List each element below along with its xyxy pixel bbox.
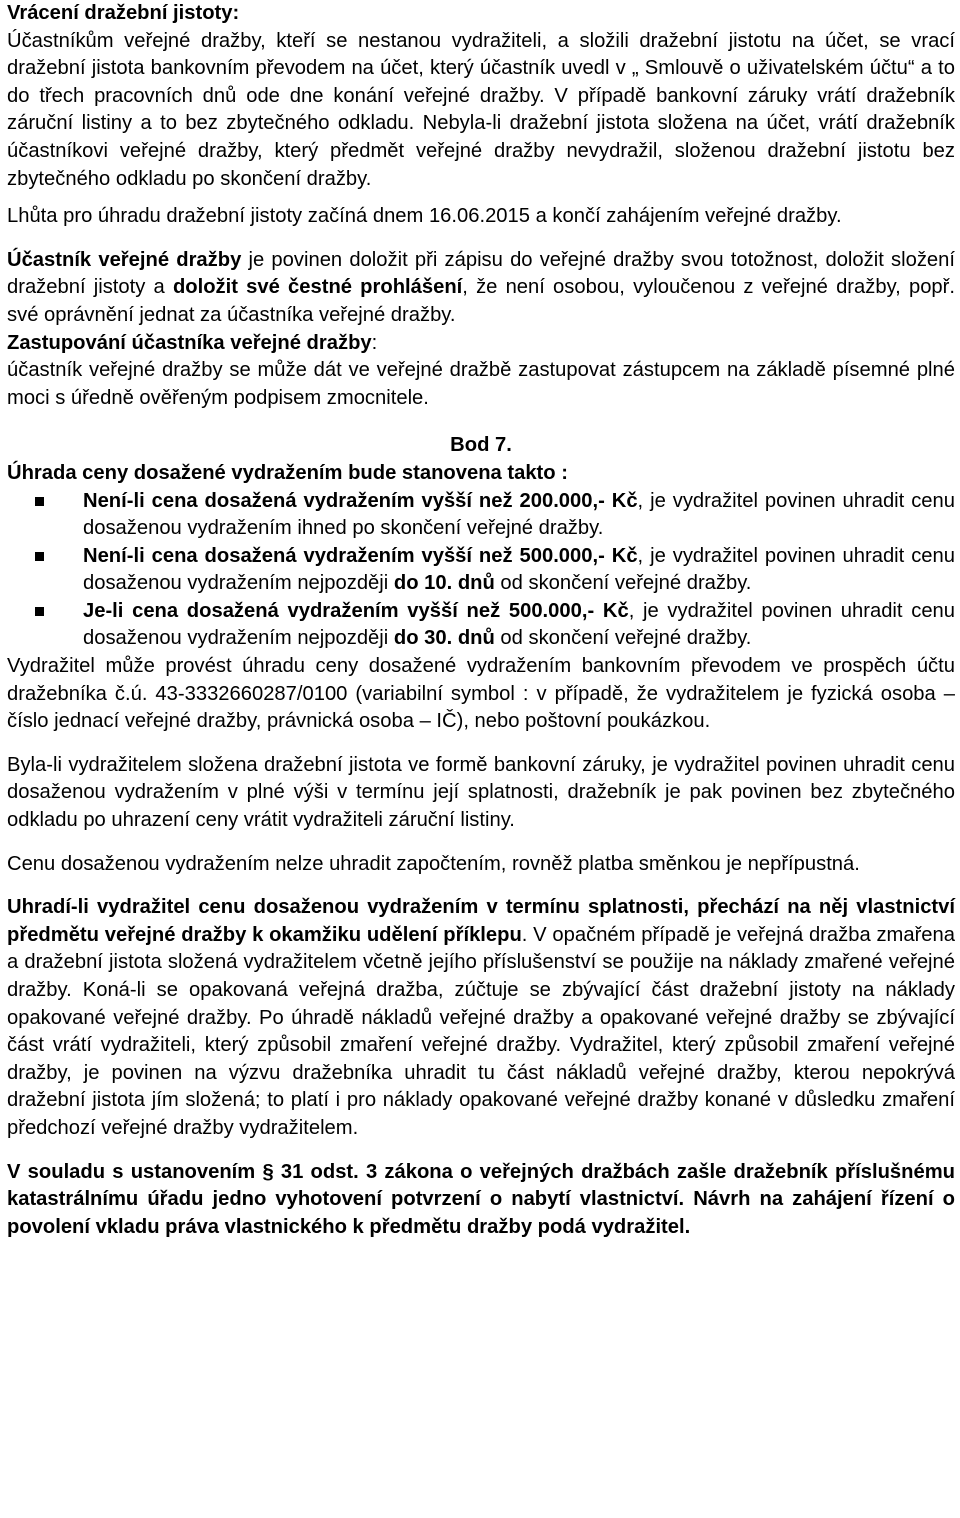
- paragraph-cadastral-office: V souladu s ustanovením § 31 odst. 3 zákona o veřejných dražbách zašle dražebník příslušnému katastrálnímu úřadu jedno vyhotovení potvrzení o nabytí vlastnictví. Návrh na zahájení řízení o povolení vkladu práva vlastnického k předmětu dražby podá vydražitel.: [7, 1160, 955, 1238]
- paragraph-participant-obligations: [7, 247, 955, 330]
- square-bullet-icon: [35, 607, 44, 616]
- payment-terms-list: [7, 488, 955, 654]
- representation-heading: Zastupování účastníka veřejné dražby: [7, 331, 372, 354]
- paragraph-ownership-transfer: [7, 894, 955, 1142]
- item-bold: Není-li cena dosažená vydražením vyšší než 500.000,- Kč: [83, 544, 638, 567]
- item-days-bold: dnů: [457, 572, 495, 595]
- participant-text-2: , že není osobou, vyloučenou z veřejné dražby, popř. své oprávnění jednat za účastníka veřejné dražby.: [7, 276, 955, 326]
- ownership-text: . V opačném případě je veřejná dražba zmařena a dražební jistota složená vydražitelem včetně jejího příslušenství se použije na náklady zmařené veřejné dražby. Koná-li se opakovaná veřejná dražba, zúčtuje se zbývající část dražební jistoty na náklady opakované veřejné dražby. Po úhradě nákladů veřejné dražby a opakované veřejné dražby se zbývající část vrátí vydražiteli, který způsobil zmaření veřejné dražby. Vydražitel, který způsobil zmaření veřejné dražby, je povinen na výzvu dražebníka uhradit tu část nákladů veřejné dražby, kterou nepokrývá dražební jistota jím složená; to platí i pro náklady opakované veřejné dražby konané v důsledku zmaření předchozí veřejné dražby vydražitelem.: [7, 923, 955, 1139]
- representation-heading-line: [7, 330, 955, 358]
- section-heading-return-of-deposit: Vrácení dražební jistoty:: [7, 2, 240, 24]
- item-text-end: od skončení veřejné dražby.: [494, 627, 752, 650]
- paragraph-deposit-deadline: Lhůta pro úhradu dražební jistoty začíná dnem 16.06.2015 a končí zahájením veřejné dražby.: [7, 205, 842, 228]
- list-item: [7, 488, 955, 543]
- paragraph-bank-transfer: Vydražitel může provést úhradu ceny dosažené vydražením bankovním převodem ve prospěch účtu dražebníka č.ú. 43-3332660287/0100 (variabilní symbol : v případě, že vydražitelem je fyzická osoba – číslo jednací veřejné dražby, právnická osoba – IČ), nebo poštovní poukázkou.: [7, 655, 955, 733]
- item-deadline-bold: do 10.: [393, 572, 453, 595]
- item-text-end: od skončení veřejné dražby.: [494, 572, 752, 595]
- section-subtitle-payment: Úhrada ceny dosažené vydražením bude stanovena takto :: [7, 461, 568, 484]
- paragraph-representation: účastník veřejné dražby se může dát ve veřejné dražbě zastupovat zástupcem na základě písemné plné moci s úředně ověřeným podpisem zmocnitele.: [7, 359, 955, 409]
- paragraph-deposit-return: Účastníkům veřejné dražby, kteří se nestanou vydražiteli, a složili dražební jistotu na účet, se vrací dražební jistota bankovním převodem na účet, který účastník uvedl v „ Smlouvě o uživatelském účtu“ a to do třech pracovních dnů ode dne konání veřejné dražby. V případě bankovní záruky vrátí dražebník záruční listiny a to bez zbytečného odkladu. Nebyla-li dražební jistota složena na účet, vrátí dražebník účastníkovi veřejné dražby, který předmět veřejné dražby nevydražil, složenou dražební jistotu bez zbytečného odkladu po skončení dražby.: [7, 29, 955, 190]
- item-text: , je vydražitel povinen uhradit cenu dosaženou vydražením nejpozději: [83, 544, 955, 595]
- item-days-bold: dnů: [457, 627, 495, 650]
- square-bullet-icon: [35, 497, 44, 506]
- item-text: , je vydražitel povinen uhradit cenu dosaženou vydražením ihned po skončení veřejné dražby.: [83, 489, 955, 540]
- square-bullet-icon: [35, 552, 44, 561]
- item-text: , je vydražitel povinen uhradit cenu dosaženou vydražením nejpozději: [83, 599, 955, 650]
- list-item: [7, 598, 955, 653]
- representation-colon: :: [371, 331, 378, 354]
- item-deadline-bold: do 30.: [393, 627, 453, 650]
- item-bold: Je-li cena dosažená vydražením vyšší než 500.000,- Kč: [83, 599, 629, 622]
- paragraph-no-setoff: Cenu dosaženou vydražením nelze uhradit započtením, rovněž platba směnkou je nepřípustná.: [7, 852, 860, 875]
- paragraph-bank-guarantee: Byla-li vydražitelem složena dražební jistota ve formě bankovní záruky, je vydražitel povinen uhradit cenu dosaženou vydražením v plné výši v termínu její splatnosti, dražebník je pak povinen bez zbytečného odkladu po uhrazení ceny vrátit vydražiteli záruční listiny.: [7, 753, 955, 832]
- declaration-bold: doložit své čestné prohlášení: [172, 276, 463, 299]
- item-bold: Není-li cena dosažená vydražením vyšší než 200.000,- Kč: [83, 489, 638, 512]
- list-item: [7, 543, 955, 598]
- section-title-bod-7: Bod 7.: [450, 434, 512, 457]
- participant-bold: Účastník veřejné dražby: [7, 248, 242, 271]
- ownership-bold: Uhradí-li vydražitel cenu dosaženou vydražením v termínu splatnosti, přechází na něj vlastnictví předmětu veřejné dražby k okamžiku udělení příklepu: [7, 896, 955, 946]
- participant-text-1: je povinen doložit při zápisu do veřejné dražby svou totožnost, doložit složení dražební jistoty a: [7, 248, 955, 299]
